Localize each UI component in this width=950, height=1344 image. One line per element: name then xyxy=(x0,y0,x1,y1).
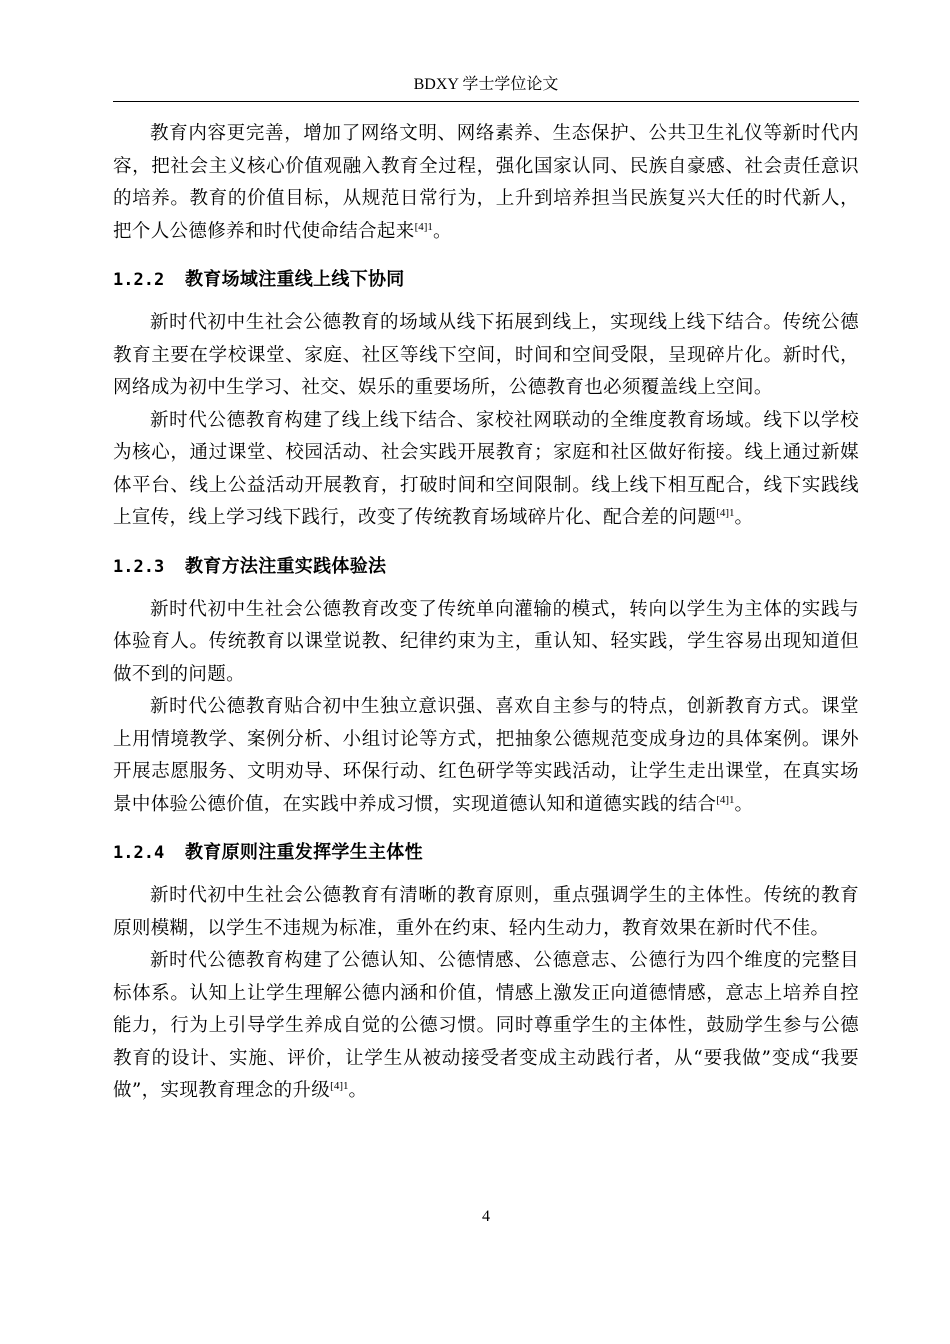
paragraph-end: 。 xyxy=(348,1080,368,1101)
section-title: 教育场域注重线上线下协同 xyxy=(185,269,405,290)
page-number: 4 xyxy=(482,1208,490,1225)
paragraph-text: 教育内容更完善，增加了网络文明、网络素养、生态保护、公共卫生礼仪等新时代内容，把社会主义核心价值观融入教育全过程，强化国家认同、民族自豪感、社会责任意识的培养。教育的价值目标，从规范日常行为，上升到培养担当民族复兴大任的时代新人，把个人公德修养和时代使命结合起来 xyxy=(113,123,859,242)
page-body xyxy=(113,118,859,1108)
section-title: 教育原则注重发挥学生主体性 xyxy=(185,842,423,863)
paragraph-text: 新时代初中生社会公德教育的场域从线下拓展到线上，实现线上线下结合。传统公德教育主要在学校课堂、家庭、社区等线下空间，时间和空间受限，呈现碎片化。新时代，网络成为初中生学习、社交、娱乐的重要场所，公德教育也必须覆盖线上空间。 xyxy=(113,312,859,398)
paragraph-end: 。 xyxy=(734,793,754,815)
section-heading xyxy=(113,269,859,291)
section-number: 1.2.4 xyxy=(113,843,165,863)
citation-mark: [4]1 xyxy=(716,506,735,519)
citation-mark: [4]1 xyxy=(716,793,735,806)
body-paragraph xyxy=(113,594,859,692)
section-heading xyxy=(113,556,859,578)
paragraph-text: 新时代公德教育构建了线上线下结合、家校社网联动的全维度教育场域。线下以学校为核心，通过课堂、校园活动、社会实践开展教育；家庭和社区做好衔接。线上通过新媒体平台、线上公益活动开展教育，打破时间和空间限制。线上线下相互配合，线下实践线上宣传，线上学习线下践行，改变了传统教育场域碎片化、配合差的问题 xyxy=(113,409,859,528)
paragraph-end: 。 xyxy=(734,507,754,528)
citation-mark: [4]1 xyxy=(414,220,433,233)
paragraph-end: 。 xyxy=(432,220,452,242)
citation-mark: [4]1 xyxy=(330,1079,349,1092)
header-rule xyxy=(113,101,859,102)
paragraph-text: 新时代初中生社会公德教育有清晰的教育原则，重点强调学生的主体性。传统的教育原则模糊，以学生不违规为标准，重外在约束、轻内生动力，教育效果在新时代不佳。 xyxy=(113,885,859,939)
body-paragraph xyxy=(113,691,859,821)
paragraph-text: 新时代初中生社会公德教育改变了传统单向灌输的模式，转向以学生为主体的实践与体验育人。传统教育以课堂说教、纪律约束为主，重认知、轻实践，学生容易出现知道但做不到的问题。 xyxy=(113,598,859,685)
paragraph-text: 新时代公德教育构建了公德认知、公德情感、公德意志、公德行为四个维度的完整目标体系。认知上让学生理解公德内涵和价值，情感上激发正向道德情感，意志上培养自控能力，行为上引导学生养成自觉的公德习惯。同时尊重学生的主体性，鼓励学生参与公德教育的设计、实施、评价，让学生从被动接受者变成主动践行者，从“要我做”变成“我要做”，实现教育理念的升级 xyxy=(113,950,859,1101)
body-paragraph xyxy=(113,118,859,248)
running-header: BDXY 学士学位论文 xyxy=(413,76,559,93)
body-paragraph xyxy=(113,880,859,945)
body-paragraph xyxy=(113,405,859,535)
section-heading xyxy=(113,842,859,864)
section-title: 教育方法注重实践体验法 xyxy=(185,555,387,577)
body-paragraph xyxy=(113,945,859,1108)
body-paragraph xyxy=(113,307,859,405)
section-number: 1.2.3 xyxy=(113,556,165,577)
section-number: 1.2.2 xyxy=(113,270,165,290)
paragraph-text: 新时代公德教育贴合初中生独立意识强、喜欢自主参与的特点，创新教育方式。课堂上用情境教学、案例分析、小组讨论等方式，把抽象公德规范变成身边的具体案例。课外开展志愿服务、文明劝导、环保行动、红色研学等实践活动，让学生走出课堂，在真实场景中体验公德价值，在实践中养成习惯，实现道德认知和道德实践的结合 xyxy=(113,696,859,815)
